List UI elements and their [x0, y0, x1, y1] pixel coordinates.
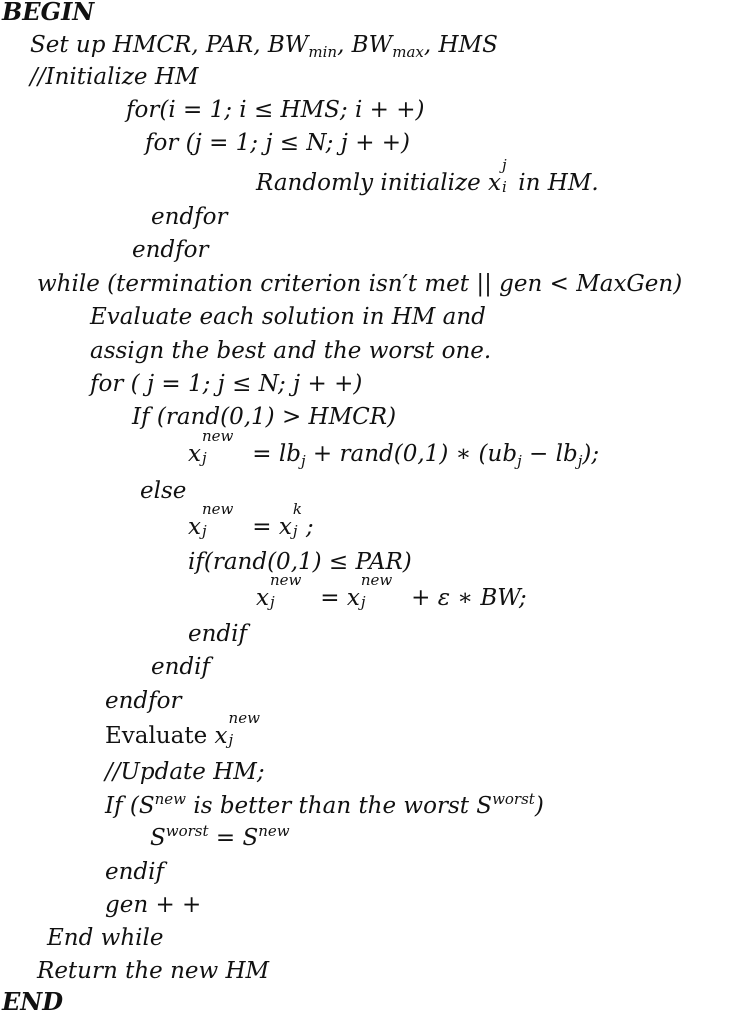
for-j-loop-line: for ( j = 1; j ≤ N; j + +): [90, 371, 363, 397]
endif-update: endif: [105, 859, 165, 885]
endif-par: endif: [188, 621, 248, 647]
for-i-line: for(i = 1; i ≤ HMS; i + +): [126, 97, 425, 123]
return-line: Return the new HM: [37, 958, 270, 984]
endif-hmcr: endif: [151, 654, 211, 680]
while-line: while (termination criterion isn′t met || gen < MaxGen): [37, 271, 683, 297]
replace-worst-line: $S^{worst} = S^{new}$: [150, 822, 290, 851]
begin-keyword: BEGIN: [2, 0, 95, 26]
endfor-outer: endfor: [132, 237, 209, 263]
setup-line: Set up HMCR, PAR, $BW_{min}$, $BW_{max}$, HMS: [30, 32, 498, 61]
initialize-comment: //Initialize HM: [30, 64, 199, 90]
evaluate-new-line: Evaluate x new j: [105, 709, 260, 749]
assign-pitch-line: x new j = x new j + ε ∗ BW;: [256, 571, 527, 611]
assign-memory-line: x new j = x k j ;: [188, 500, 314, 540]
endfor-inner: endfor: [151, 204, 228, 230]
endfor-loop: endfor: [105, 688, 182, 714]
gen-increment: gen + +: [105, 892, 202, 918]
if-better-line: If ($S^{new}$ is better than the worst $S^{worst}$): [105, 790, 544, 819]
else-line: else: [140, 478, 187, 504]
evaluate-line-1: Evaluate each solution in HM and: [90, 304, 486, 330]
end-keyword: END: [2, 987, 64, 1016]
assign-random-line: x new j = $lb_j$ + rand(0,1) ∗ $(ub_j - lb_j)$;: [188, 427, 600, 470]
evaluate-line-2: assign the best and the worst one.: [90, 338, 492, 364]
update-comment: //Update HM;: [105, 759, 265, 785]
random-init-line: Randomly initialize x j i in HM.: [256, 156, 599, 196]
end-while: End while: [47, 925, 164, 951]
if-par-line: if(rand(0,1) ≤ PAR): [188, 549, 412, 575]
if-hmcr-line: If (rand(0,1) > HMCR): [132, 404, 397, 430]
for-j-line: for (j = 1; j ≤ N; j + +): [145, 130, 411, 156]
